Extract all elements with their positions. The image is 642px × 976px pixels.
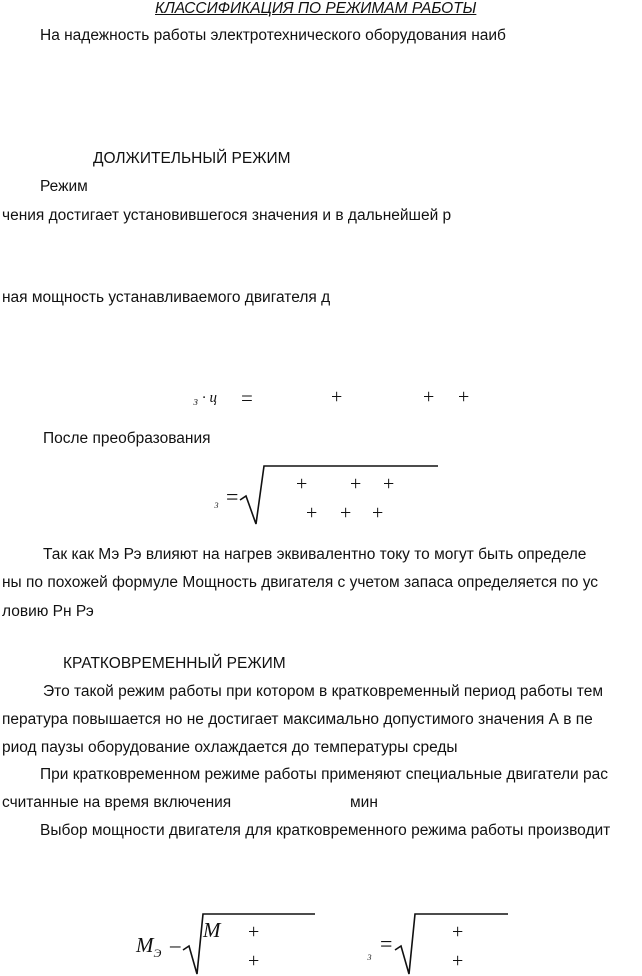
formula-3-inner: M [203, 918, 221, 942]
intro-text: На надежность работы электротехнического оборудования наиб [40, 27, 506, 44]
paragraph-line: После преобразования [43, 430, 211, 447]
formula-3-subscript: Э [153, 946, 162, 961]
formula-2-left: ₃ [214, 494, 219, 509]
paragraph-line: Так как Мэ Рэ влияют на нагрев эквивалентно току то могут быть определе [43, 546, 587, 563]
paragraph-line: Режим [40, 178, 88, 195]
formula-3-plus: + [248, 921, 260, 943]
formula-1-left: ₃ · ц [193, 390, 217, 406]
paragraph-line: Это такой режим работы при котором в кратковременный период работы тем [43, 683, 603, 700]
formula-1-plus: + [423, 386, 435, 408]
formula-3-plus: + [248, 950, 260, 972]
formula-2-plus: + [296, 473, 308, 495]
paragraph-line: мин [350, 794, 378, 811]
paragraph-line: риод паузы оборудование охлаждается до температуры среды [2, 739, 458, 756]
formula-2-plus: + [340, 502, 352, 524]
formula-4-equals: = [380, 931, 393, 956]
formula-3-minus: – [170, 933, 181, 957]
page-title: КЛАССИФИКАЦИЯ ПО РЕЖИМАМ РАБОТЫ [155, 0, 477, 17]
formula-3-symbol: M [136, 933, 154, 957]
paragraph-line: пература повышается но не достигает максимально допустимого значения А в пе [2, 711, 593, 728]
formula-2-plus: + [383, 473, 395, 495]
paragraph-line: чения достигает установившегося значения и в дальнейшей р [2, 207, 452, 224]
section-heading-long: ДОЛЖИТЕЛЬНЫЙ РЕЖИМ [93, 150, 291, 167]
formula-2-plus: + [306, 502, 318, 524]
paragraph-line: ловию Рн Рэ [2, 603, 94, 620]
formula-2-equals: = [226, 484, 239, 509]
formula-2-plus: + [350, 473, 362, 495]
formula-4-plus: + [452, 921, 464, 943]
paragraph-line: считанные на время включения [2, 794, 232, 811]
formula-3-left [136, 933, 161, 961]
formula-4-plus: + [452, 950, 464, 972]
formula-1-equals: = [241, 386, 253, 410]
formula-1-plus: + [458, 386, 470, 408]
formula-4-left: ₃ [367, 946, 372, 961]
formula-2-plus: + [372, 502, 384, 524]
paragraph-line: Выбор мощности двигателя для кратковременного режима работы производит [40, 822, 611, 839]
formula-1-plus: + [331, 386, 343, 408]
paragraph-line: ны по похожей формуле Мощность двигателя с учетом запаса определяется по ус [2, 574, 599, 591]
paragraph-line: При кратковременном режиме работы применяют специальные двигатели рас [40, 766, 608, 783]
section-heading-short: КРАТКОВРЕМЕННЫЙ РЕЖИМ [63, 655, 286, 672]
paragraph-line: ная мощность устанавливаемого двигателя д [2, 289, 331, 306]
